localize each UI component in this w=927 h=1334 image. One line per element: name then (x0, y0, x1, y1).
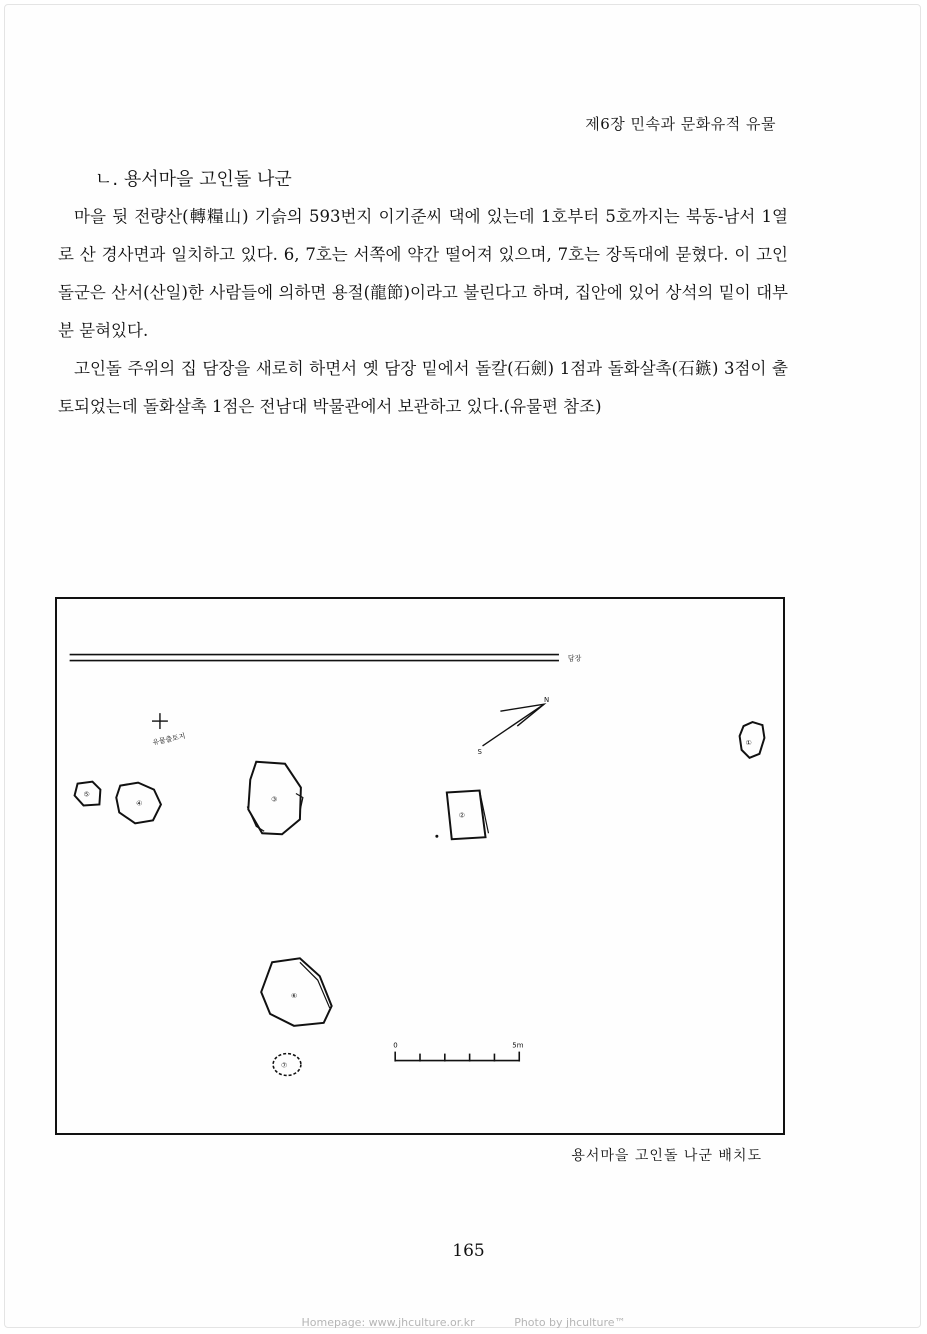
section-heading: ㄴ. 용서마을 고인돌 나군 (95, 169, 292, 190)
body-text (58, 198, 788, 426)
paragraph: 고인돌 주위의 집 담장을 새로히 하면서 옛 담장 밑에서 돌칼(石劍) 1점과 돌화살촉(石鏃) 3점이 출토되었는데 돌화살촉 1점은 전남대 박물관에서 보관하고 있다.(유물편 참조) (58, 359, 788, 416)
find-spot-label: 유물출토지 (151, 732, 187, 747)
stone-label: ⑥ (290, 992, 298, 1001)
north-arrow-icon (483, 704, 545, 746)
dolmen-layout-map (55, 597, 785, 1135)
stone-label: ⑦ (281, 1061, 288, 1070)
page (4, 4, 921, 1328)
footer-homepage: Homepage: www.jhculture.or.kr (301, 1316, 475, 1329)
scale-start-label: 0 (393, 1041, 398, 1050)
stone-label: ⑤ (83, 790, 90, 799)
running-head: 제6장 민속과 문화유적 유물 (585, 115, 776, 133)
map-caption: 용서마을 고인돌 나군 배치도 (571, 1148, 762, 1164)
wall-label: 담장 (567, 654, 582, 663)
page-number: 165 (452, 1241, 485, 1261)
dolmen-stone-2 (447, 791, 489, 840)
south-label: S (477, 747, 482, 756)
paragraph: 마을 뒷 전량산(轉糧山) 기슭의 593번지 이기준씨 댁에 있는데 1호부터 5호까지는 북동-남서 1열로 산 경사면과 일치하고 있다. 6, 7호는 서쪽에 약간 떨어져 있으며, 7호는 장독대에 묻혔다. 이 고인돌군은 산서(산일)한 사람들에 의하면 용절(龍節)이라고 불린다고 하며, 집안에 있어 상석의 밑이 대부분 묻혀있다. (58, 207, 788, 340)
scale-end-label: 5m (512, 1041, 524, 1050)
dolmen-stone-1 (740, 722, 765, 758)
stone-label: ① (745, 738, 752, 747)
scale-bar (395, 1052, 519, 1062)
wall-line (70, 655, 559, 661)
find-spot-marker (152, 713, 168, 729)
stone-label: ④ (136, 799, 143, 808)
map-dot (435, 835, 438, 838)
footer (0, 1316, 927, 1329)
north-label: N (544, 696, 550, 705)
stone-label: ② (458, 811, 465, 820)
stone-label: ③ (271, 795, 278, 804)
footer-photo-credit: Photo by jhculture™ (514, 1316, 626, 1329)
